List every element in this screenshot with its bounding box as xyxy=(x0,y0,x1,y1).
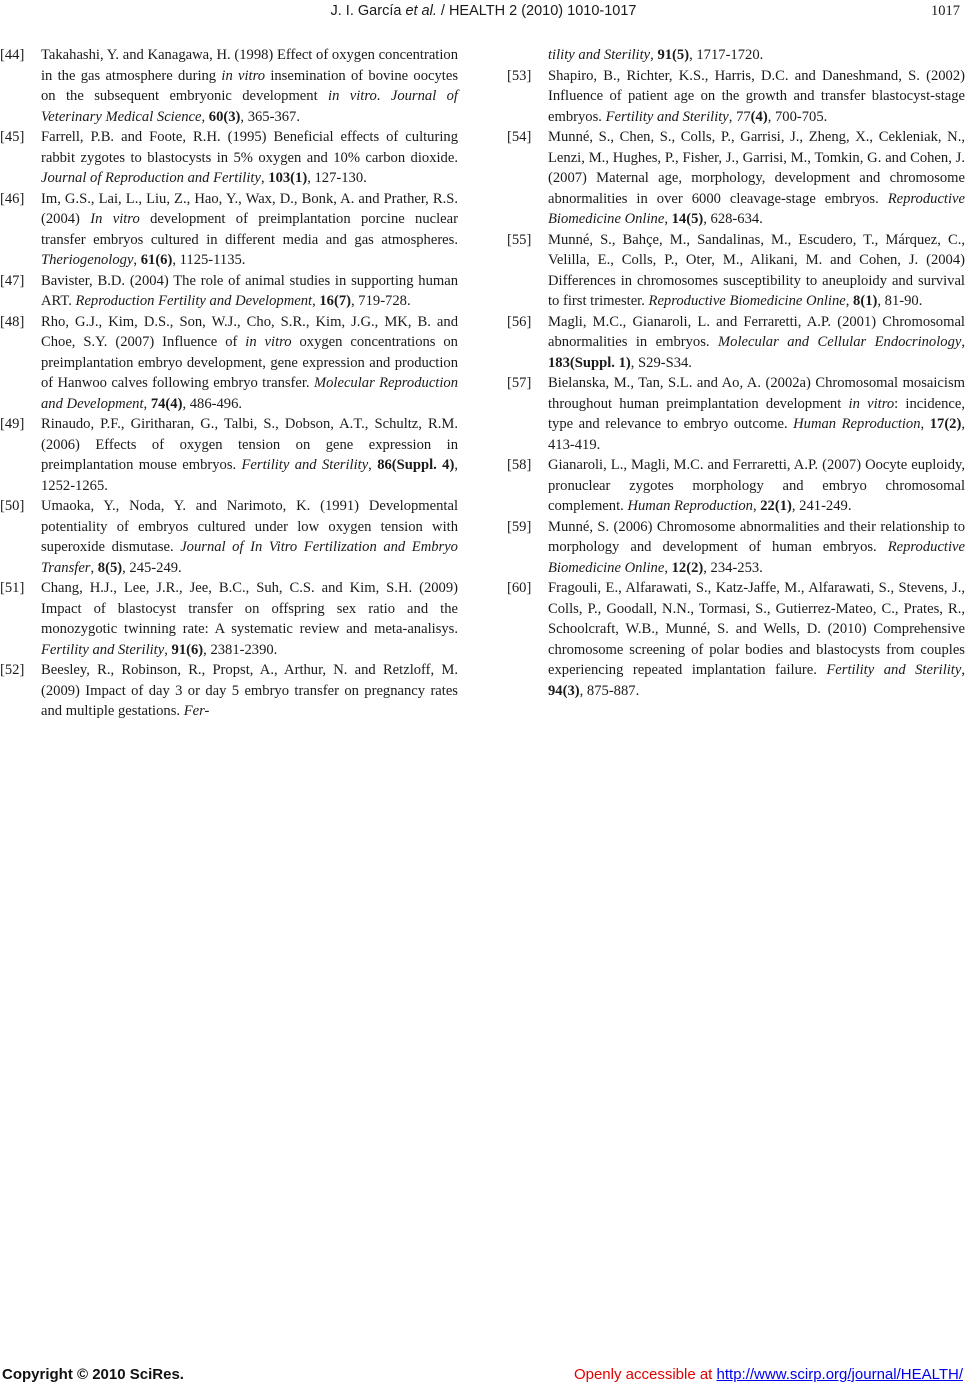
references-right-column xyxy=(507,45,965,701)
reference-number: [58] xyxy=(507,457,532,473)
reference-text: Munné, S., Chen, S., Colls, P., Garrisi, J., Zheng, X., Cekleniak, N., Lenzi, M., Hughes, P., Fisher, J., Garrisi, M., Tomkin, G. and Cohen, J. (2007) Maternal age, morphology, development and chromosome abnormalities in over 6000 cleavage-stage embryos. Reproductive Biomedicine Online, 14(5), 628-634. xyxy=(548,129,965,227)
reference-entry xyxy=(507,230,965,312)
page-header xyxy=(0,0,967,24)
reference-entry xyxy=(0,189,458,271)
reference-text: Bielanska, M., Tan, S.L. and Ao, A. (2002a) Chromosomal mosaicism throughout human preimplantation development in vitro: incidence, type and relevance to embryo outcome. Human Reproduction, 17(2), 413-419. xyxy=(548,375,965,453)
reference-text: Bavister, B.D. (2004) The role of animal studies in supporting human ART. Reproduction Fertility and Development, 16(7), 719-728. xyxy=(41,272,458,309)
reference-number: [57] xyxy=(507,375,532,391)
reference-number: [50] xyxy=(0,498,25,514)
reference-text: Gianaroli, L., Magli, M.C. and Ferraretti, A.P. (2007) Oocyte euploidy, pronuclear zygotes morphology and embryo chromosomal complement. Human Reproduction, 22(1), 241-249. xyxy=(548,457,965,514)
reference-number: [46] xyxy=(0,190,25,207)
reference-entry xyxy=(0,127,458,189)
reference-entry xyxy=(0,312,458,415)
reference-number: [55] xyxy=(507,231,532,248)
reference-text: Rho, G.J., Kim, D.S., Son, W.J., Cho, S.R., Kim, J.G., MK, B. and Choe, S.Y. (2007) Influence of in vitro oxygen concentrations on preimplantation embryo development, gene expression and production of Hanwoo calves following embryo transfer. Molecular Reproduction and Development, 74(4), 486-496. xyxy=(41,313,458,412)
reference-entry xyxy=(0,578,458,660)
reference-number: [54] xyxy=(507,129,532,145)
page-footer xyxy=(0,1366,967,1388)
reference-entry xyxy=(507,578,965,701)
reference-number: [49] xyxy=(0,416,25,432)
reference-entry xyxy=(0,660,458,722)
reference-text: Beesley, R., Robinson, R., Propst, A., Arthur, N. and Retzloff, M. (2009) Impact of day 3 or day 5 embryo transfer on pregnancy rates and multiple gestations. Fer- xyxy=(41,662,458,719)
reference-entry xyxy=(0,414,458,496)
reference-text: Takahashi, Y. and Kanagawa, H. (1998) Effect of oxygen concentration in the gas atmosphere during in vitro insemination of bovine oocytes on the subsequent embryonic development in vitro. Journal of Veterinary Medical Science, 60(3), 365-367. xyxy=(41,47,458,125)
running-head: J. I. García et al. / HEALTH 2 (2010) 1010-1017 xyxy=(330,3,637,19)
reference-number: [44] xyxy=(0,47,25,63)
journal-link[interactable]: http://www.scirp.org/journal/HEALTH/ xyxy=(716,1366,963,1383)
reference-number: [56] xyxy=(507,313,532,330)
open-access-notice: Openly accessible at http://www.scirp.org/journal/HEALTH/ xyxy=(573,1366,963,1383)
reference-entry xyxy=(507,312,965,374)
reference-entry xyxy=(0,496,458,578)
reference-continuation: tility and Sterility, 91(5), 1717-1720. xyxy=(548,47,764,63)
reference-number: [60] xyxy=(507,580,532,596)
copyright-notice: Copyright © 2010 SciRes. xyxy=(2,1366,184,1383)
reference-text: Munné, S. (2006) Chromosome abnormalities and their relationship to morphology and development of human embryos. Reproductive Biomedicine Online, 12(2), 234-253. xyxy=(548,518,965,576)
reference-entry xyxy=(507,66,965,128)
references-left-column xyxy=(0,45,458,722)
reference-entry xyxy=(0,45,458,127)
reference-entry xyxy=(507,127,965,230)
reference-text: Rinaudo, P.F., Giritharan, G., Talbi, S., Dobson, A.T., Schultz, R.M. (2006) Effects of oxygen tension on gene expression in preimplantation mouse embryos. Fertility and Sterility, 86(Suppl. 4), 1252-1265. xyxy=(41,416,458,494)
reference-entry xyxy=(507,517,965,579)
reference-number: [59] xyxy=(507,518,532,535)
reference-text: Farrell, P.B. and Foote, R.H. (1995) Beneficial effects of culturing rabbit zygotes to blastocysts in 5% oxygen and 10% carbon dioxide. Journal of Reproduction and Fertility, 103(1), 127-130. xyxy=(41,129,458,186)
reference-number: [51] xyxy=(0,580,25,596)
reference-text: Chang, H.J., Lee, J.R., Jee, B.C., Suh, C.S. and Kim, S.H. (2009) Impact of blastocyst transfer on offspring sex ratio and the monozygotic twinning rate: A systematic review and meta-analisys. Fertility and Sterility, 91(6), 2381-2390. xyxy=(41,580,458,658)
reference-number: [53] xyxy=(507,67,532,84)
reference-entry xyxy=(0,271,458,312)
reference-text: Magli, M.C., Gianaroli, L. and Ferraretti, A.P. (2001) Chromosomal abnormalities in embryos. Molecular and Cellular Endocrinology, 183(Suppl. 1), S29-S34. xyxy=(548,313,965,371)
reference-text: Im, G.S., Lai, L., Liu, Z., Hao, Y., Wax, D., Bonk, A. and Prather, R.S. (2004) In vitro development of preimplantation porcine nuclear transfer embryos cultured in different media and gas atmospheres. Theriogenology, 61(6), 1125-1135. xyxy=(41,190,458,268)
reference-text: Munné, S., Bahçe, M., Sandalinas, M., Escudero, T., Márquez, C., Velilla, E., Colls, P., Oter, M., Alikani, M. and Cohen, J. (2004) Differences in chromosomes susceptibility to aneuploidy and survival to first trimester. Reproductive Biomedicine Online, 8(1), 81-90. xyxy=(548,231,965,309)
reference-entry xyxy=(507,455,965,517)
reference-text: Shapiro, B., Richter, K.S., Harris, D.C. and Daneshmand, S. (2002) Influence of patient age on the growth and transfer blastocyst-stage embryos. Fertility and Sterility, 77(4), 700-705. xyxy=(548,67,965,125)
reference-text: Umaoka, Y., Noda, Y. and Narimoto, K. (1991) Developmental potentiality of embryos cultured under low oxygen tension with superoxide dismutase. Journal of In Vitro Fertilization and Embryo Transfer, 8(5), 245-249. xyxy=(41,498,458,576)
reference-entry xyxy=(507,373,965,455)
reference-number: [47] xyxy=(0,272,25,289)
reference-number: [48] xyxy=(0,313,25,330)
page-number: 1017 xyxy=(931,3,960,19)
reference-text: Fragouli, E., Alfarawati, S., Katz-Jaffe, M., Alfarawati, S., Stevens, J., Colls, P., Goodall, N.N., Tormasi, S., Gutierrez-Mateo, C., Prates, R., Schoolcraft, W.B., Munné, S. and Wells, D. (2010) Comprehensive chromosome screening of polar bodies and blastocysts from couples experiencing repeated implantation failure. Fertility and Sterility, 94(3), 875-887. xyxy=(548,580,965,699)
reference-number: [45] xyxy=(0,129,25,145)
reference-number: [52] xyxy=(0,662,25,678)
